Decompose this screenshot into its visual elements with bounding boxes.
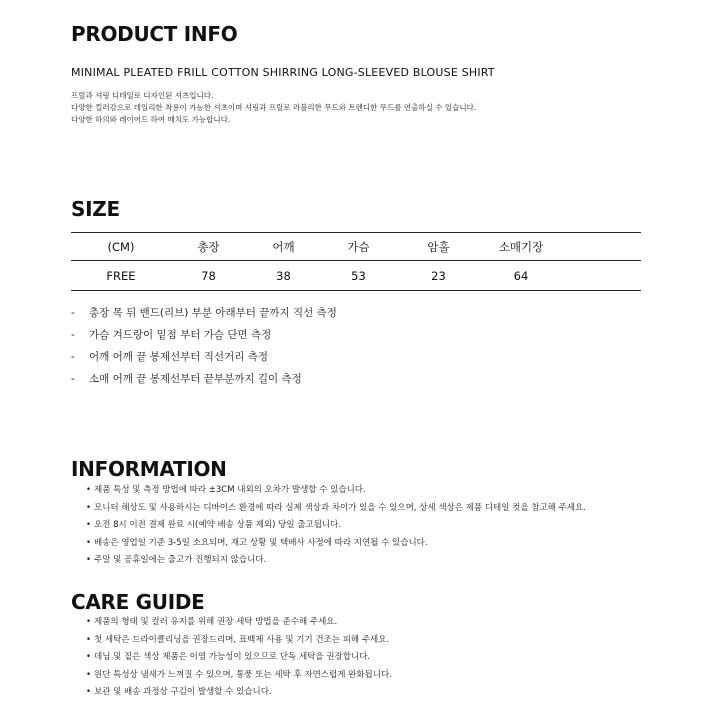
information-text: 제품 특성 및 측정 방법에 따라 ±3CM 내외의 오차가 발생할 수 있습니다. — [94, 485, 366, 495]
dash-marker: - — [71, 329, 75, 341]
information-text: 모니터 해상도 및 사용하시는 디바이스 환경에 따라 실제 색상과 차이가 있을 수 있으며, 상세 색상은 제품 디테일 컷을 참고해 주세요. — [94, 502, 586, 513]
size-heading: SIZE — [71, 197, 120, 221]
table-row — [71, 261, 641, 291]
bullet-icon: • — [86, 485, 92, 495]
list-item — [71, 368, 337, 390]
note-text: 어깨 어깨 끝 봉제선부터 직선거리 측정 — [89, 351, 268, 363]
size-cell: FREE — [106, 268, 136, 283]
list-item — [86, 517, 586, 535]
size-header-shoulder: 어깨 — [272, 239, 295, 254]
bullet-icon: • — [86, 555, 92, 565]
list-item — [86, 649, 392, 667]
bullet-icon: • — [86, 652, 92, 662]
dash-marker: - — [71, 307, 75, 319]
description-line: 다양한 하의와 레이어드 하여 매치도 가능합니다. — [71, 115, 231, 124]
dash-marker: - — [71, 351, 75, 363]
size-cell-spacer — [561, 261, 641, 291]
care-text: 첫 세탁은 드라이클리닝을 권장드리며, 표백제 사용 및 기기 건조는 피해 주세요. — [94, 634, 390, 645]
note-text: 가슴 겨드랑이 밑점 부터 가슴 단면 측정 — [89, 329, 272, 341]
bullet-icon: • — [86, 687, 92, 697]
list-item — [71, 346, 337, 368]
note-text: 소매 어깨 끝 봉제선부터 끝부분까지 길이 측정 — [89, 373, 302, 385]
information-text: 오전 8시 이전 결제 완료 시(예약 배송 상품 제외) 당일 출고됩니다. — [94, 520, 342, 530]
information-text: 주말 및 공휴일에는 출고가 진행되지 않습니다. — [94, 555, 267, 565]
size-header-unit: (CM) — [107, 239, 135, 254]
list-item — [86, 482, 586, 500]
bullet-icon: • — [86, 634, 92, 645]
list-item — [86, 684, 392, 702]
care-text: 데님 및 짙은 색상 제품은 이염 가능성이 있으므로 단독 세탁을 권장합니다. — [94, 652, 371, 662]
list-item — [86, 500, 586, 518]
list-item — [71, 324, 337, 346]
size-cell: 64 — [513, 268, 529, 283]
list-item — [86, 632, 392, 650]
information-text: 배송은 영업일 기준 3-5일 소요되며, 재고 상황 및 택배사 사정에 따라 지연될 수 있습니다. — [94, 537, 428, 548]
list-item — [86, 552, 586, 570]
product-name: MINIMAL PLEATED FRILL COTTON SHIRRING LONG-SLEEVED BLOUSE SHIRT — [71, 66, 495, 79]
size-header-spacer — [561, 233, 641, 261]
information-heading: INFORMATION — [71, 457, 227, 481]
list-item — [86, 614, 392, 632]
size-header-length: 총장 — [197, 239, 220, 254]
care-text: 보관 및 배송 과정상 구김이 발생할 수 있습니다. — [94, 687, 272, 697]
size-cell: 38 — [276, 268, 291, 283]
size-table-header-row — [71, 233, 641, 261]
list-item — [86, 667, 392, 685]
list-item — [86, 535, 586, 553]
description-line: 다양한 컬러감으로 데일리한 착용이 가능한 셔츠이며 셔링과 프릴로 러블리한 무드와 트렌디한 무드를 연출하실 수 있습니다. — [71, 103, 477, 112]
description-line: 프릴과 셔링 디테일로 디자인된 셔츠입니다. — [71, 91, 214, 100]
care-guide-heading: CARE GUIDE — [71, 590, 205, 614]
size-table — [71, 232, 641, 291]
size-header-sleeve: 소매기장 — [498, 239, 544, 254]
list-item — [71, 302, 337, 324]
note-text: 총장 목 뒤 밴드(리브) 부분 아래부터 끝까지 직선 측정 — [89, 307, 337, 319]
care-text: 원단 특성상 냄새가 느껴질 수 있으며, 통풍 또는 세탁 후 자연스럽게 완화됩니다. — [94, 669, 392, 680]
bullet-icon: • — [86, 617, 92, 627]
bullet-icon: • — [86, 520, 92, 530]
product-info-heading: PRODUCT INFO — [71, 22, 238, 46]
size-cell: 78 — [201, 268, 216, 283]
size-header-armhole: 암홀 — [427, 239, 450, 254]
product-description — [71, 90, 476, 126]
bullet-icon: • — [86, 502, 92, 513]
care-guide-list — [86, 614, 392, 702]
size-notes — [71, 302, 337, 390]
information-list — [86, 482, 586, 570]
size-cell: 23 — [431, 268, 446, 283]
dash-marker: - — [71, 373, 75, 385]
care-text: 제품의 형태 및 컬러 유지를 위해 권장 세탁 방법을 준수해 주세요. — [94, 617, 338, 627]
size-header-chest: 가슴 — [347, 239, 370, 254]
bullet-icon: • — [86, 537, 92, 548]
size-cell: 53 — [351, 268, 366, 283]
bullet-icon: • — [86, 669, 92, 680]
